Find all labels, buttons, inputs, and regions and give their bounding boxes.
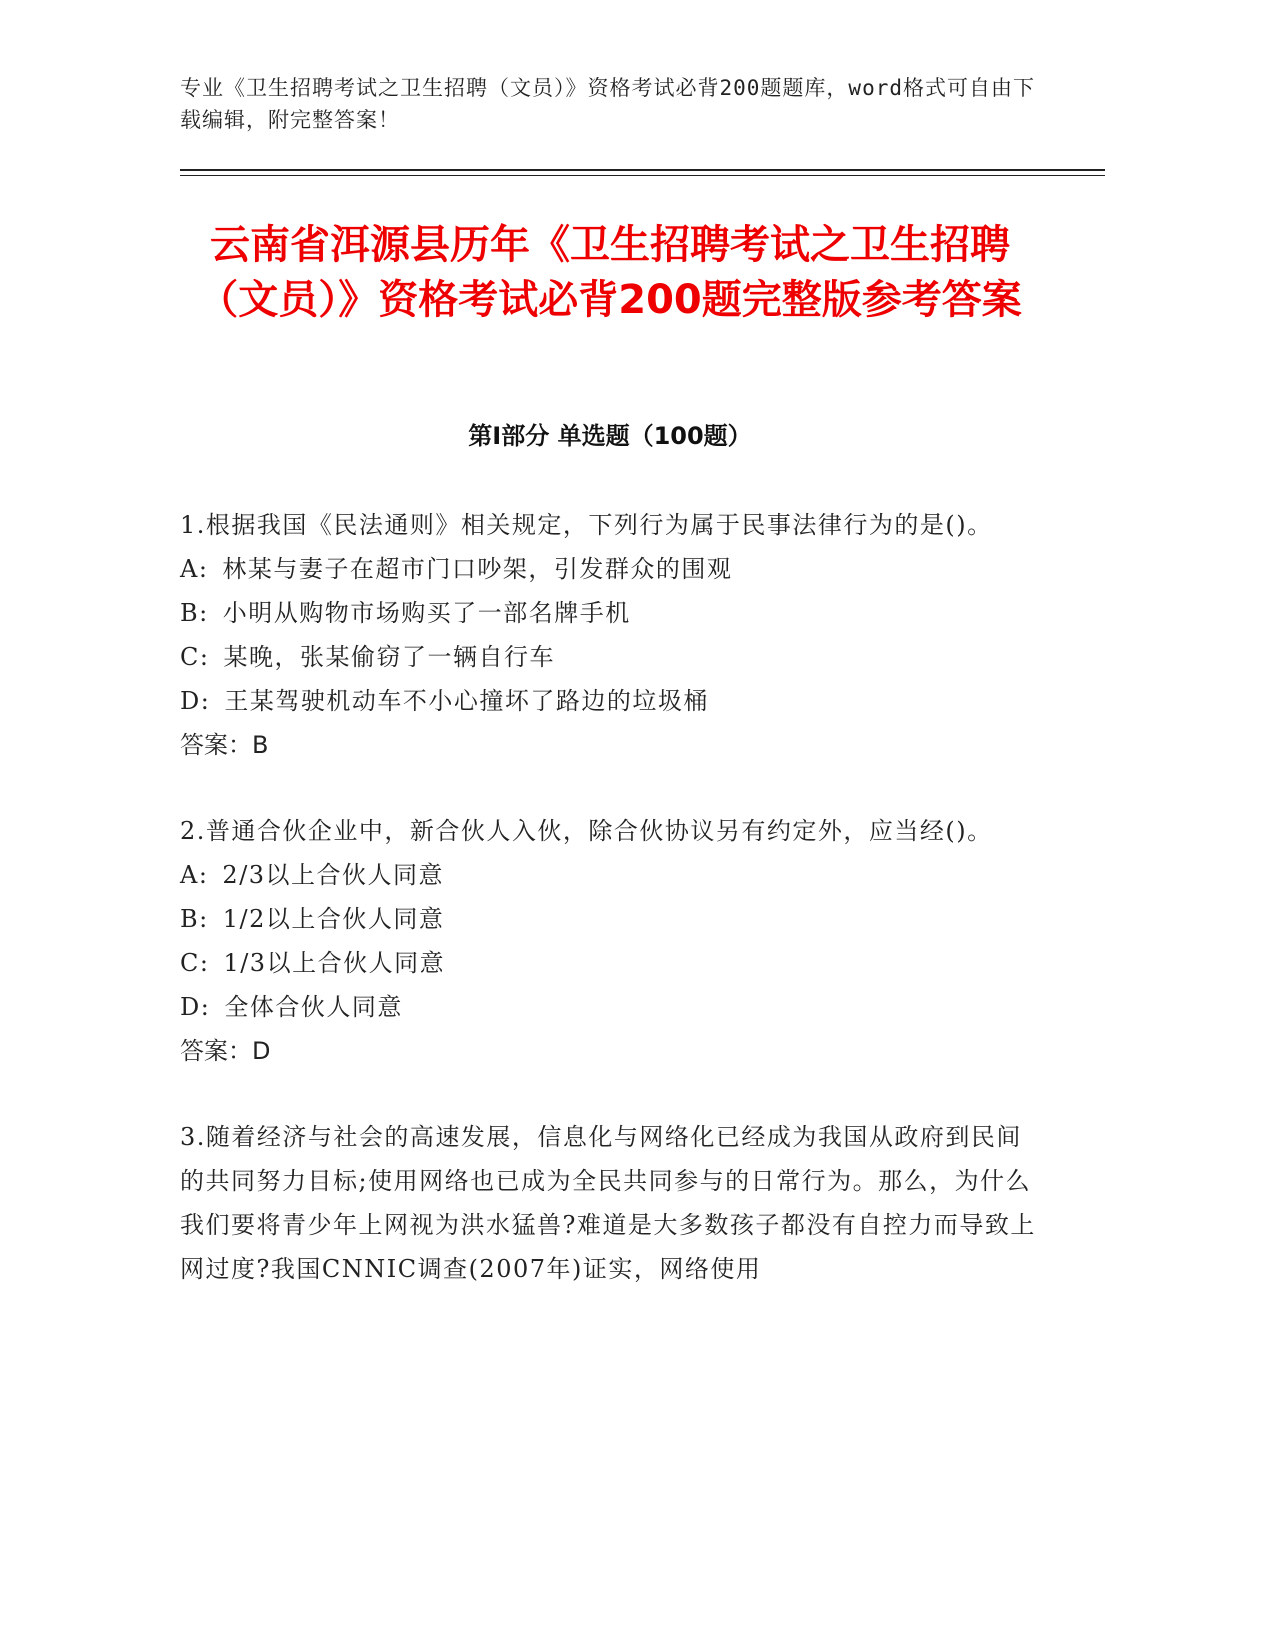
document-intro: 专业《卫生招聘考试之卫生招聘（文员）》资格考试必背200题题库，word格式可自由下载编辑，附完整答案！ [180, 76, 1035, 132]
option-label: B: [180, 905, 209, 933]
question-item [180, 1115, 1040, 1291]
question-list [180, 503, 1040, 1333]
option-text: 1/3以上合伙人同意 [223, 949, 446, 977]
option-text: 林某与妻子在超市门口吵架，引发群众的围观 [222, 555, 733, 583]
option-text: 小明从购物市场购买了一部名牌手机 [222, 599, 631, 627]
option-label: A: [180, 555, 209, 583]
option-b [180, 591, 1040, 635]
option-d [180, 679, 1040, 723]
question-stem: 1.根据我国《民法通则》相关规定，下列行为属于民事法律行为的是()。 [180, 511, 993, 539]
option-text: 2/3以上合伙人同意 [222, 861, 445, 889]
header-rule-thick [180, 169, 1105, 171]
question-stem: 3.随着经济与社会的高速发展，信息化与网络化已经成为我国从政府到民间的共同努力目标;使用网络也已成为全民共同参与的日常行为。那么，为什么我们要将青少年上网视为洪水猛兽?难道是大多数孩子都没有自控力而导致上网过度?我国CNNIC调查(2007年)证实，网络使用 [180, 1123, 1036, 1283]
option-text: 王某驾驶机动车不小心撞坏了路边的垃圾桶 [224, 687, 709, 715]
question-item [180, 503, 1040, 767]
section-heading: 第I部分 单选题（100题） [468, 422, 752, 450]
option-label: B: [180, 599, 209, 627]
option-a [180, 853, 1040, 897]
document-title: 云南省洱源县历年《卫生招聘考试之卫生招聘（文员）》资格考试必背200题完整版参考答案 [198, 222, 1022, 323]
header-rule-thin [180, 175, 1105, 176]
question-item [180, 809, 1040, 1073]
option-text: 全体合伙人同意 [224, 993, 403, 1021]
option-text: 1/2以上合伙人同意 [222, 905, 445, 933]
question-stem: 2.普通合伙企业中，新合伙人入伙，除合伙协议另有约定外，应当经()。 [180, 817, 993, 845]
option-a [180, 547, 1040, 591]
option-label: C: [180, 643, 210, 671]
option-label: D: [180, 993, 211, 1021]
answer-line: 答案：D [180, 1037, 271, 1065]
option-c [180, 941, 1040, 985]
option-text: 某晚，张某偷窃了一辆自行车 [223, 643, 555, 671]
option-label: D: [180, 687, 211, 715]
answer-line: 答案：B [180, 731, 269, 759]
option-label: C: [180, 949, 210, 977]
option-c [180, 635, 1040, 679]
option-d [180, 985, 1040, 1029]
option-label: A: [180, 861, 209, 889]
option-b [180, 897, 1040, 941]
